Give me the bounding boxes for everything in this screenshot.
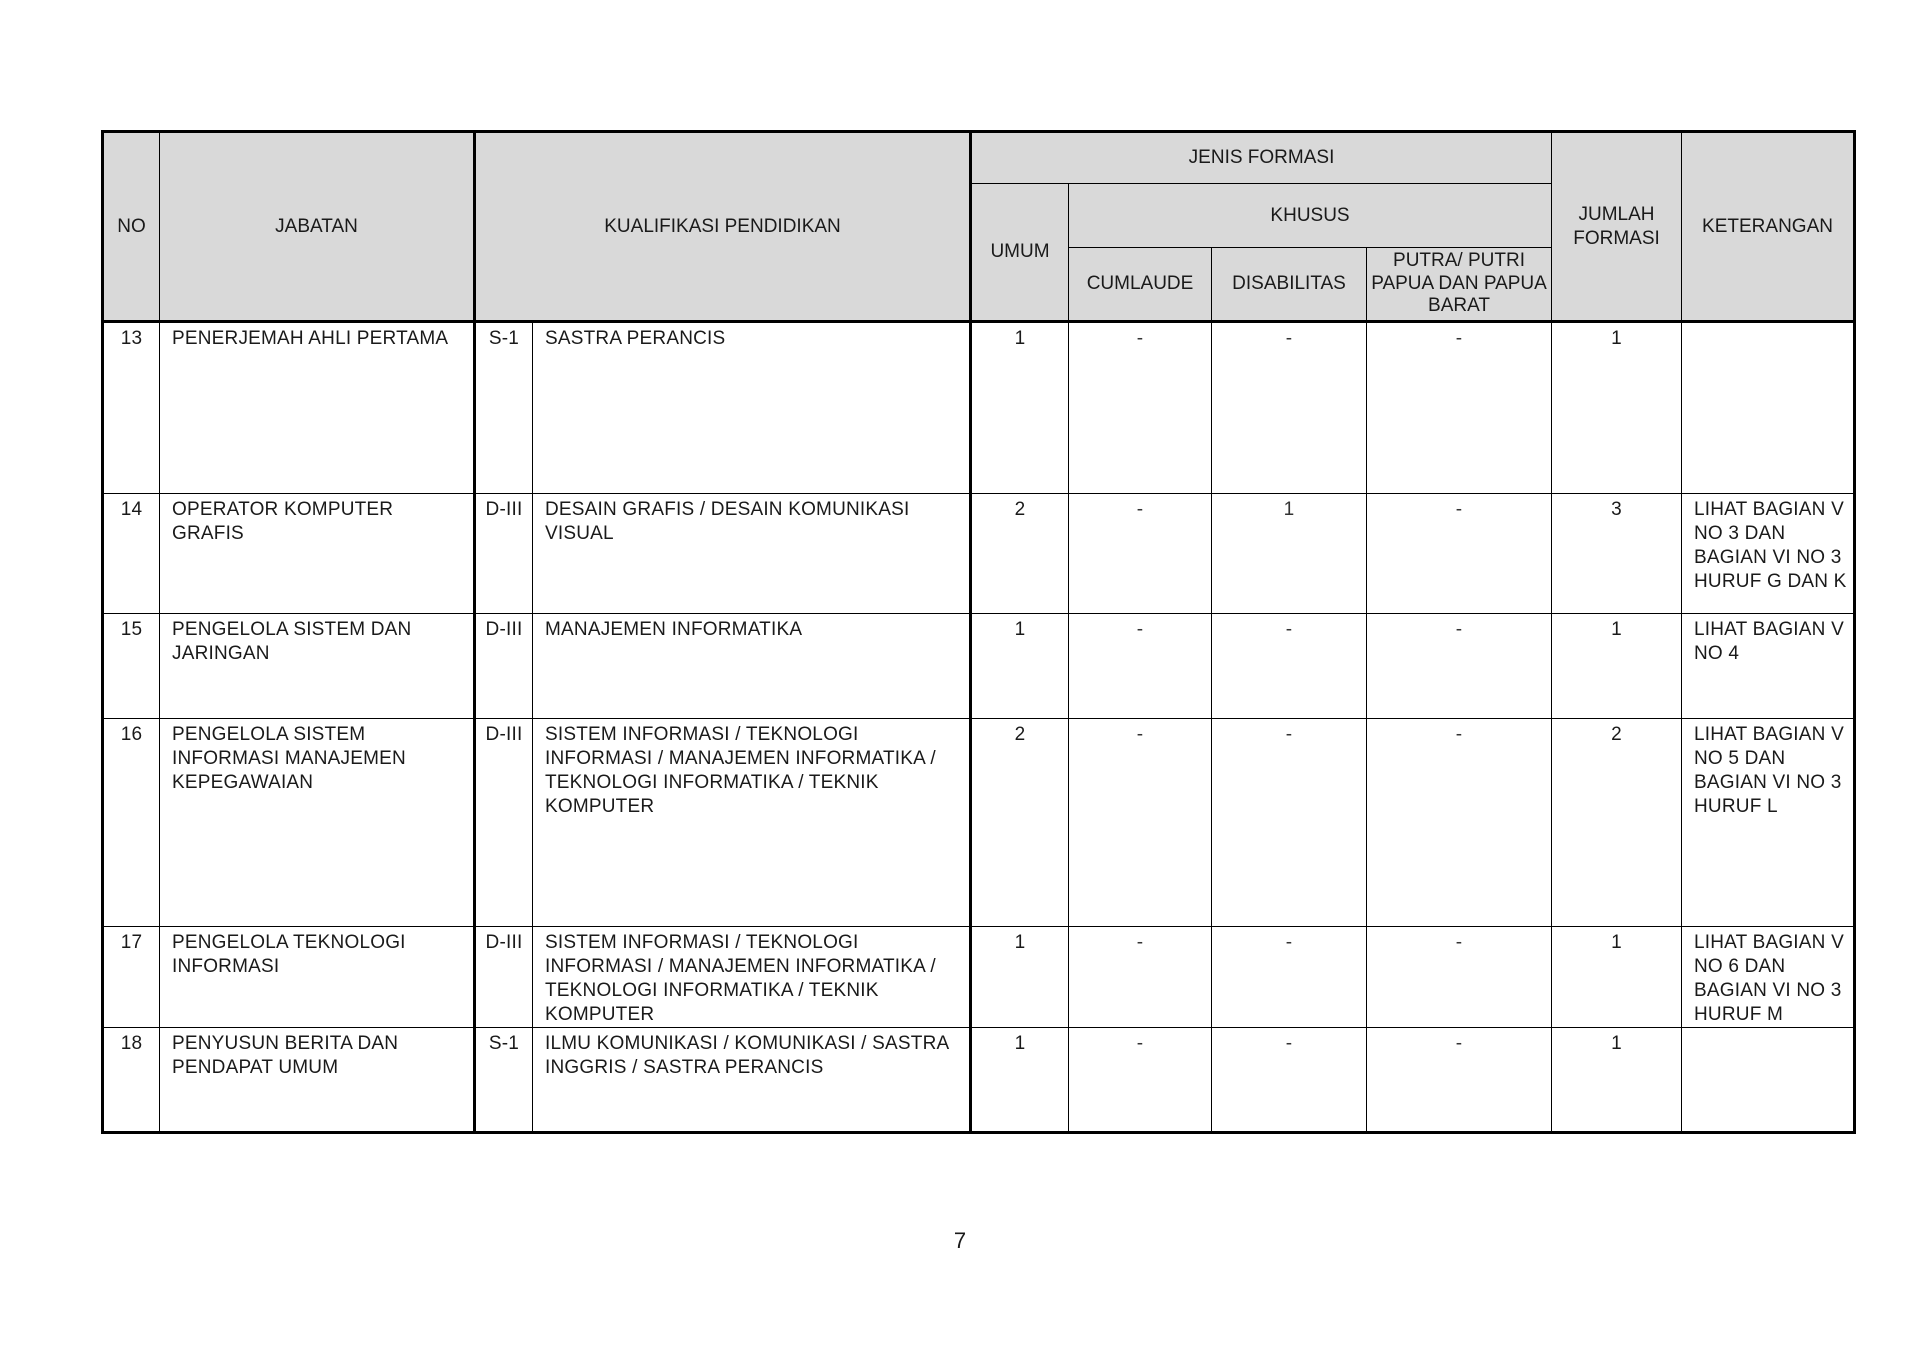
cell-umum: 2 [971,719,1069,927]
cell-keterangan [1682,322,1855,494]
cell-putra: - [1367,1028,1552,1133]
cell-jumlah: 1 [1552,927,1682,1028]
cell-putra: - [1367,494,1552,614]
cell-umum: 2 [971,494,1069,614]
cell-putra: - [1367,927,1552,1028]
cell-umum: 1 [971,927,1069,1028]
header-jenis-formasi: JENIS FORMASI [971,132,1552,184]
cell-cumlaude: - [1069,322,1212,494]
header-putra-putri-papua: PUTRA/ PUTRI PAPUA DAN PAPUA BARAT [1367,248,1552,322]
cell-jenjang: S-1 [475,322,533,494]
cell-no: 15 [103,614,160,719]
header-jabatan: JABATAN [160,132,475,322]
cell-jumlah: 1 [1552,1028,1682,1133]
cell-cumlaude: - [1069,719,1212,927]
header-disabilitas: DISABILITAS [1212,248,1367,322]
cell-jabatan: PENGELOLA SISTEM DAN JARINGAN [160,614,475,719]
cell-jabatan: PENERJEMAH AHLI PERTAMA [160,322,475,494]
cell-keterangan [1682,1028,1855,1133]
cell-disabilitas: 1 [1212,494,1367,614]
cell-keterangan: LIHAT BAGIAN V NO 4 [1682,614,1855,719]
cell-jumlah: 1 [1552,614,1682,719]
header-khusus: KHUSUS [1069,184,1552,248]
header-cumlaude: CUMLAUDE [1069,248,1212,322]
cell-disabilitas: - [1212,927,1367,1028]
header-no: NO [103,132,160,322]
cell-umum: 1 [971,614,1069,719]
table-body [103,322,1855,1133]
cell-cumlaude: - [1069,614,1212,719]
header-kualifikasi: KUALIFIKASI PENDIDIKAN [475,132,971,322]
cell-disabilitas: - [1212,1028,1367,1133]
header-jumlah-formasi: JUMLAH FORMASI [1552,132,1682,322]
cell-cumlaude: - [1069,927,1212,1028]
cell-kualifikasi: ILMU KOMUNIKASI / KOMUNIKASI / SASTRA INGGRIS / SASTRA PERANCIS [533,1028,971,1133]
cell-kualifikasi: SISTEM INFORMASI / TEKNOLOGI INFORMASI / MANAJEMEN INFORMATIKA / TEKNOLOGI INFORMATIKA / TEKNIK KOMPUTER [533,927,971,1028]
cell-jumlah: 2 [1552,719,1682,927]
cell-jenjang: D-III [475,494,533,614]
cell-keterangan: LIHAT BAGIAN V NO 6 DAN BAGIAN VI NO 3 HURUF M [1682,927,1855,1028]
cell-disabilitas: - [1212,719,1367,927]
cell-jabatan: PENGELOLA SISTEM INFORMASI MANAJEMEN KEPEGAWAIAN [160,719,475,927]
cell-umum: 1 [971,1028,1069,1133]
page-number: 7 [953,1228,967,1253]
cell-jenjang: D-III [475,719,533,927]
cell-jenjang: S-1 [475,1028,533,1133]
cell-no: 18 [103,1028,160,1133]
cell-kualifikasi: MANAJEMEN INFORMATIKA [533,614,971,719]
table-row [103,614,1855,719]
cell-no: 17 [103,927,160,1028]
table-row [103,927,1855,1028]
cell-jabatan: PENGELOLA TEKNOLOGI INFORMASI [160,927,475,1028]
cell-putra: - [1367,614,1552,719]
cell-umum: 1 [971,322,1069,494]
cell-kualifikasi: SASTRA PERANCIS [533,322,971,494]
table-row [103,719,1855,927]
cell-cumlaude: - [1069,1028,1212,1133]
cell-no: 13 [103,322,160,494]
cell-cumlaude: - [1069,494,1212,614]
cell-putra: - [1367,719,1552,927]
table-row [103,322,1855,494]
cell-jumlah: 3 [1552,494,1682,614]
cell-putra: - [1367,322,1552,494]
cell-no: 14 [103,494,160,614]
cell-disabilitas: - [1212,614,1367,719]
header-keterangan: KETERANGAN [1682,132,1855,322]
cell-jabatan: PENYUSUN BERITA DAN PENDAPAT UMUM [160,1028,475,1133]
cell-jabatan: OPERATOR KOMPUTER GRAFIS [160,494,475,614]
cell-jenjang: D-III [475,614,533,719]
cell-jenjang: D-III [475,927,533,1028]
table-row [103,494,1855,614]
cell-keterangan: LIHAT BAGIAN V NO 3 DAN BAGIAN VI NO 3 HURUF G DAN K [1682,494,1855,614]
cell-disabilitas: - [1212,322,1367,494]
table-row [103,1028,1855,1133]
cell-kualifikasi: SISTEM INFORMASI / TEKNOLOGI INFORMASI / MANAJEMEN INFORMATIKA / TEKNOLOGI INFORMATIKA / TEKNIK KOMPUTER [533,719,971,927]
cell-kualifikasi: DESAIN GRAFIS / DESAIN KOMUNIKASI VISUAL [533,494,971,614]
cell-jumlah: 1 [1552,322,1682,494]
header-umum: UMUM [971,184,1069,322]
table-header [103,132,1855,322]
formation-table [101,130,1856,1134]
cell-keterangan: LIHAT BAGIAN V NO 5 DAN BAGIAN VI NO 3 HURUF L [1682,719,1855,927]
cell-no: 16 [103,719,160,927]
